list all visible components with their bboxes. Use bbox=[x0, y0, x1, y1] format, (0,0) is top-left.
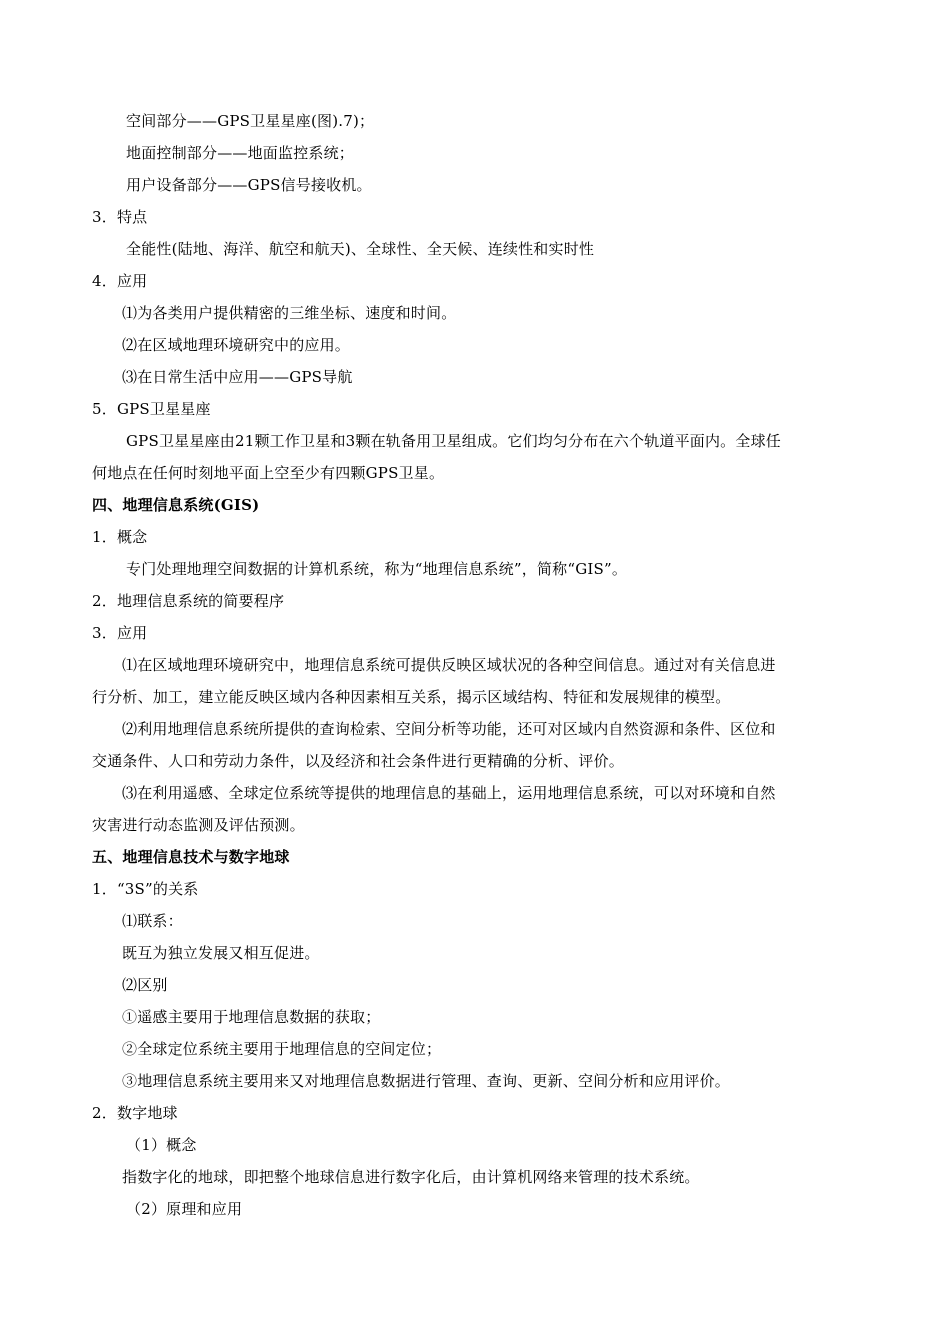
text-line: 全能性(陆地、海洋、航空和航天)、全球性、全天候、连续性和实时性 bbox=[126, 240, 595, 258]
text-line: 既互为独立发展又相互促进。 bbox=[122, 944, 320, 962]
section-heading: 2．数字地球 bbox=[92, 1104, 178, 1122]
section-heading: 5．GPS卫星星座 bbox=[92, 400, 211, 418]
text-line: 用户设备部分——GPS信号接收机。 bbox=[126, 176, 372, 194]
chapter-heading: 五、地理信息技术与数字地球 bbox=[92, 848, 290, 866]
paragraph-line: 指数字化的地球，即把整个地球信息进行数字化后，由计算机网络来管理的技术系统。 bbox=[122, 1168, 700, 1186]
paragraph-line: 行分析、加工，建立能反映区域内各种因素相互关系，揭示区域结构、特征和发展规律的模型。 bbox=[92, 688, 731, 706]
paragraph-line: GPS卫星星座由21颗工作卫星和3颗在轨备用卫星组成。它们均匀分布在六个轨道平面内。全球任 bbox=[126, 432, 781, 450]
text-line: 空间部分——GPS卫星星座(图).7)； bbox=[126, 112, 375, 130]
list-item: ⑵区别 bbox=[122, 976, 168, 994]
paragraph-line: ⑴在区域地理环境研究中，地理信息系统可提供反映区域状况的各种空间信息。通过对有关信息进 bbox=[122, 656, 776, 674]
list-item: ①遥感主要用于地理信息数据的获取； bbox=[122, 1008, 381, 1026]
paragraph-line: ⑵利用地理信息系统所提供的查询检索、空间分析等功能，还可对区域内自然资源和条件、区位和 bbox=[122, 720, 776, 738]
paragraph-line: 专门处理地理空间数据的计算机系统，称为“地理信息系统”，简称“GIS”。 bbox=[126, 560, 628, 578]
subsection-heading: （1）概念 bbox=[126, 1136, 197, 1154]
list-item: ⑶在日常生活中应用——GPS导航 bbox=[122, 368, 353, 386]
list-item: ⑴为各类用户提供精密的三维坐标、速度和时间。 bbox=[122, 304, 457, 322]
paragraph-line: 何地点在任何时刻地平面上空至少有四颗GPS卫星。 bbox=[92, 464, 445, 482]
section-heading: 3．应用 bbox=[92, 624, 148, 642]
chapter-heading: 四、地理信息系统(GIS) bbox=[92, 496, 260, 514]
list-item: ③地理信息系统主要用来又对地理信息数据进行管理、查询、更新、空间分析和应用评价。 bbox=[122, 1072, 731, 1090]
section-heading: 1．概念 bbox=[92, 528, 148, 546]
paragraph-line: 灾害进行动态监测及评估预测。 bbox=[92, 816, 305, 834]
section-heading: 3．特点 bbox=[92, 208, 148, 226]
list-item: ⑵在区域地理环境研究中的应用。 bbox=[122, 336, 351, 354]
section-heading: 4．应用 bbox=[92, 272, 148, 290]
section-heading: 1．“3S”的关系 bbox=[92, 880, 199, 898]
paragraph-line: ⑶在利用遥感、全球定位系统等提供的地理信息的基础上，运用地理信息系统，可以对环境和自然 bbox=[122, 784, 776, 802]
text-line: 地面控制部分——地面监控系统； bbox=[126, 144, 355, 162]
section-heading: 2．地理信息系统的简要程序 bbox=[92, 592, 285, 610]
subsection-heading: （2）原理和应用 bbox=[126, 1200, 243, 1218]
paragraph-line: 交通条件、人口和劳动力条件，以及经济和社会条件进行更精确的分析、评价。 bbox=[92, 752, 625, 770]
list-item: ②全球定位系统主要用于地理信息的空间定位； bbox=[122, 1040, 442, 1058]
list-item: ⑴联系： bbox=[122, 912, 183, 930]
